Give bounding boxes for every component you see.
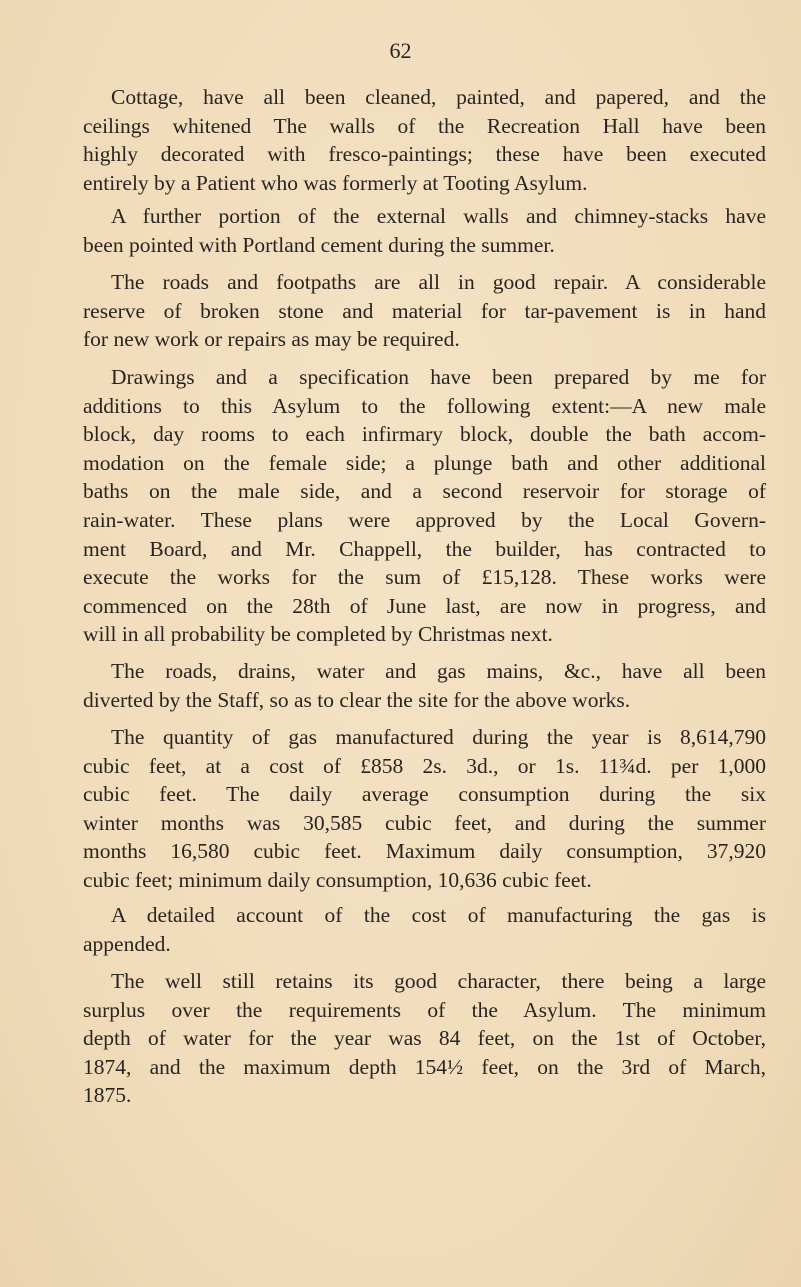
text-line: Cottage, have all been cleaned, painted, and papered, and the [111, 85, 766, 109]
text-line: diverted by the Staff, so as to clear the site for the above works. [83, 687, 631, 712]
text-line: reserve of broken stone and material for tar-pavement is in hand [83, 298, 766, 323]
text-line: months 16,580 cubic feet. Maximum daily consumption, 37,920 [83, 839, 766, 864]
page-number: 62 [389, 38, 412, 63]
text-line: ment Board, and Mr. Chappell, the builder, has contracted to [83, 536, 766, 561]
text-line: execute the works for the sum of £15,128. These works were [83, 565, 766, 590]
text-line: cubic feet; minimum daily consumption, 10,636 cubic feet. [83, 867, 592, 892]
paragraph [83, 967, 766, 1110]
text-line: ceilings whitened The walls of the Recreation Hall have been [83, 113, 766, 138]
text-line: 1874, and the maximum depth 154½ feet, on the 3rd of March, [83, 1054, 766, 1079]
text-line: Drawings and a specification have been prepared by me for [111, 365, 766, 389]
text-line: winter months was 30,585 cubic feet, and during the summer [83, 810, 766, 835]
text-line: modation on the female side; a plunge bath and other additional [83, 450, 766, 475]
text-line: cubic feet, at a cost of £858 2s. 3d., or 1s. 11¾d. per 1,000 [83, 753, 766, 778]
text-line: The well still retains its good character, there being a large [111, 969, 766, 993]
text-line: appended. [83, 931, 171, 956]
paragraph [83, 202, 766, 259]
paragraph [83, 363, 766, 649]
text-line: block, day rooms to each infirmary block, double the bath accom- [83, 422, 766, 447]
text-line: A further portion of the external walls and chimney-stacks have [111, 204, 766, 228]
paragraph [83, 901, 766, 958]
text-line: The quantity of gas manufactured during the year is 8,614,790 [111, 725, 766, 749]
text-line: The roads and footpaths are all in good repair. A considerable [111, 270, 766, 294]
text-line: additions to this Asylum to the following extent:—A new male [83, 393, 766, 418]
paragraph [83, 268, 766, 354]
text-line: cubic feet. The daily average consumption during the six [83, 782, 766, 807]
text-line: depth of water for the year was 84 feet, on the 1st of October, [83, 1026, 766, 1051]
text-line: will in all probability be completed by Christmas next. [83, 622, 553, 647]
text-line: 1875. [83, 1083, 132, 1108]
text-line: rain-water. These plans were approved by the Local Govern- [83, 507, 766, 532]
text-line: highly decorated with fresco-paintings; these have been executed [83, 142, 766, 167]
text-line: surplus over the requirements of the Asylum. The minimum [83, 997, 766, 1022]
paragraph [83, 83, 766, 197]
paragraph [83, 657, 766, 714]
text-line: The roads, drains, water and gas mains, &c., have all been [111, 659, 766, 683]
text-line: commenced on the 28th of June last, are now in progress, and [83, 593, 766, 618]
text-line: for new work or repairs as may be required. [83, 327, 460, 352]
text-line: baths on the male side, and a second reservoir for storage of [83, 479, 766, 504]
text-line: A detailed account of the cost of manufacturing the gas is [111, 903, 766, 927]
paragraph [83, 723, 766, 895]
text-line: been pointed with Portland cement during the summer. [83, 232, 555, 257]
text-line: entirely by a Patient who was formerly at Tooting Asylum. [83, 170, 588, 195]
